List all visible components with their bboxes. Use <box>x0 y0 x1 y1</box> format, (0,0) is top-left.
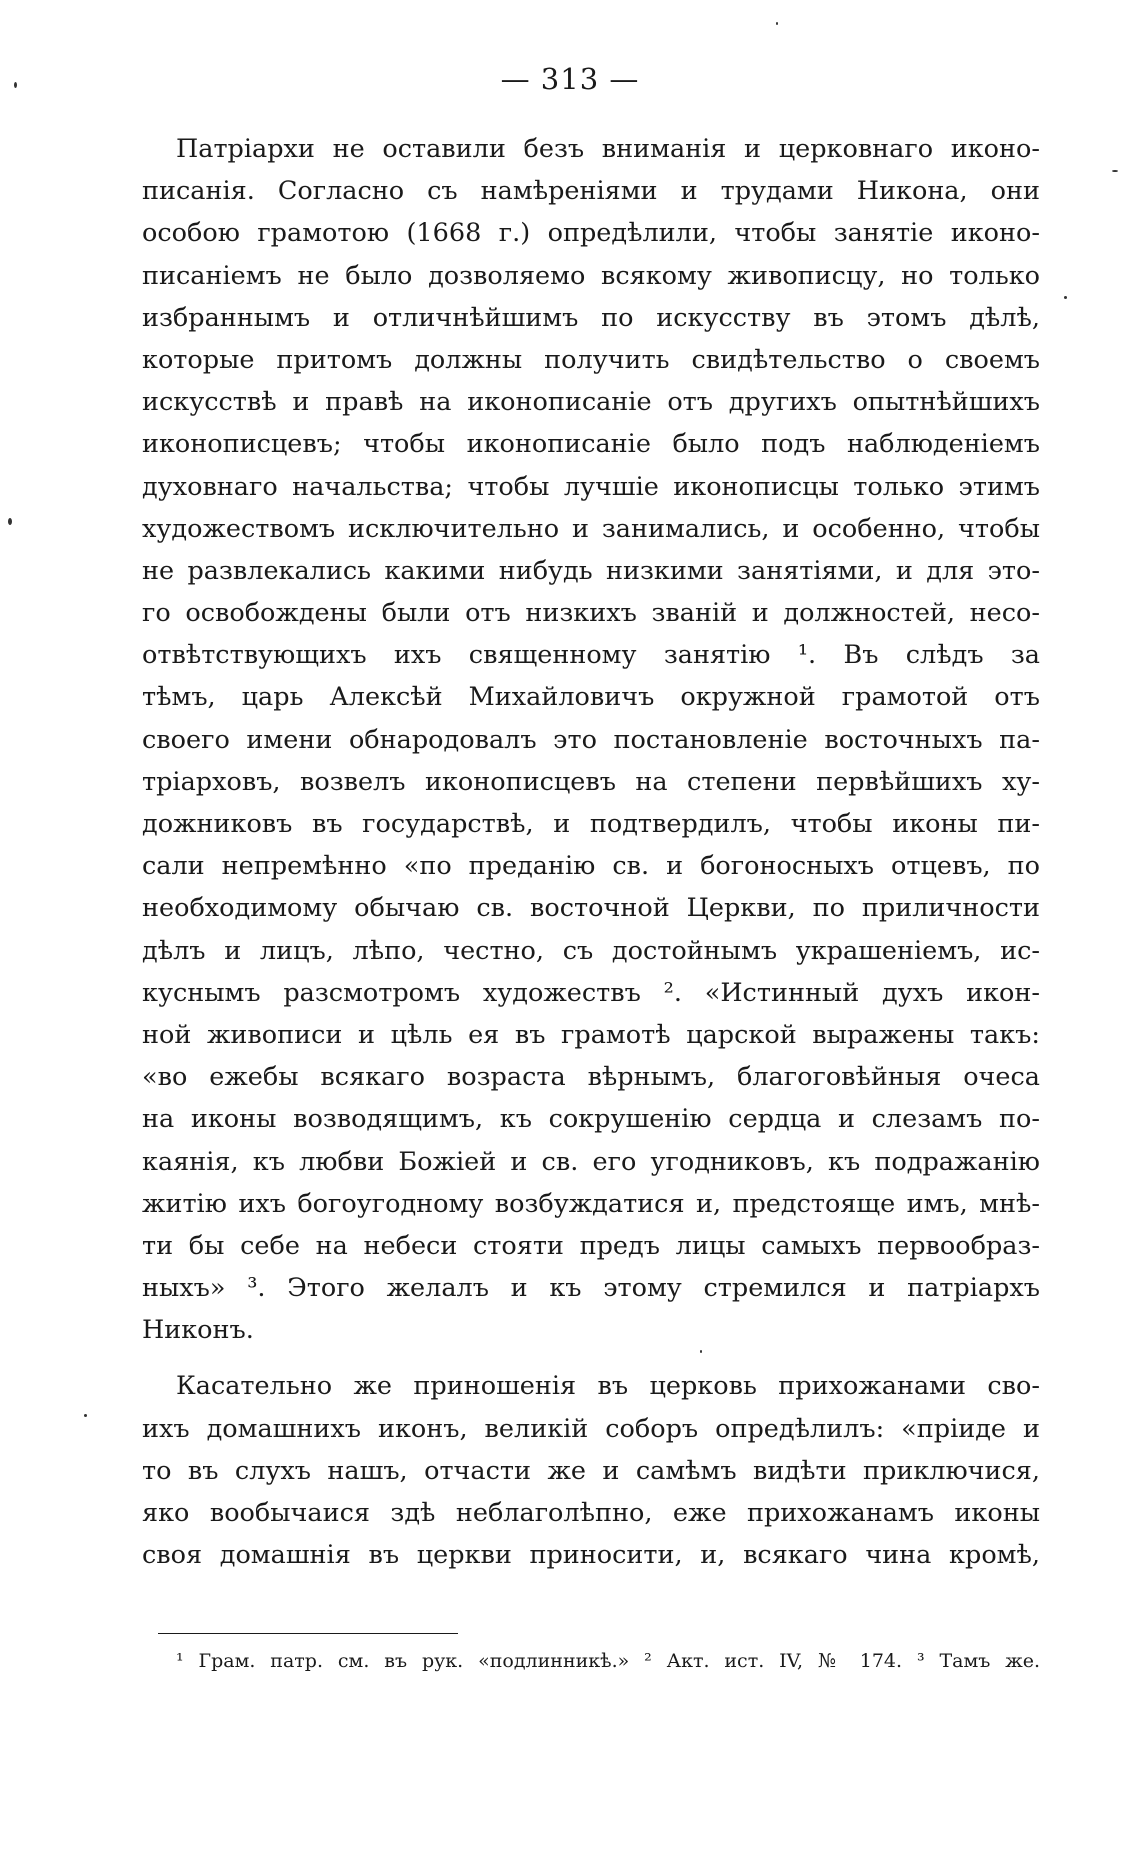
scan-speck <box>84 1414 87 1417</box>
text-line: иконописцевъ; чтобы иконописаніе было подъ наблюденіемъ <box>142 429 1040 460</box>
text-line: ной живописи и цѣль ея въ грамотѣ царской выражены такъ: <box>142 1019 1040 1050</box>
text-line: писанія. Согласно съ намѣреніями и трудами Никона, они <box>142 176 1040 207</box>
text-line: «во ежебы всякаго возраста вѣрнымъ, благоговѣйныя очеса <box>142 1062 1040 1093</box>
text-line: Патріархи не оставили безъ вниманія и церковнаго иконо- <box>176 134 1040 164</box>
text-line: го освобождены были отъ низкихъ званій и должностей, несо- <box>142 598 1040 629</box>
scan-speck <box>700 1350 702 1353</box>
paragraph-1 <box>142 128 1040 1351</box>
text-line: писаніемъ не было дозволяемо всякому живописцу, но только <box>142 260 1040 291</box>
body-text <box>142 128 1040 1576</box>
text-line: яко вообычаися здѣ неблаголѣпно, еже прихожанамъ иконы <box>142 1498 1040 1528</box>
paragraph-2 <box>142 1365 1040 1576</box>
text-line: на иконы возводящимъ, къ сокрушенію сердца и слезамъ по- <box>142 1104 1040 1135</box>
text-line: тріарховъ, возвелъ иконописцевъ на степени первѣйшихъ ху- <box>142 766 1040 797</box>
page-number: — 313 — <box>500 62 640 96</box>
scan-speck <box>14 82 17 88</box>
text-line: художествомъ исключительно и занимались, и особенно, чтобы <box>142 513 1040 544</box>
text-line: своего имени обнародовалъ это постановленіе восточныхъ па- <box>142 724 1040 755</box>
text-line: дѣлъ и лицъ, лѣпо, честно, съ достойнымъ украшеніемъ, ис- <box>142 935 1040 966</box>
text-line: сали непремѣнно «по преданію св. и богоносныхъ отцевъ, по <box>142 851 1040 882</box>
text-line: не развлекались какими нибудь низкими занятіями, и для это- <box>142 555 1040 586</box>
text-line: то въ слухъ нашъ, отчасти же и самѣмъ видѣти приключися, <box>142 1455 1040 1486</box>
text-line: особою грамотою (1668 г.) опредѣлили, чтобы занятіе иконо- <box>142 218 1040 249</box>
text-line: дожниковъ въ государствѣ, и подтвердилъ, чтобы иконы пи- <box>142 809 1040 839</box>
text-line: Никонъ. <box>142 1315 254 1346</box>
text-line: Касательно же приношенія въ церковь прихожанами сво- <box>176 1371 1040 1402</box>
footnotes: ¹ Грам. патр. см. въ рук. «подлинникѣ.» ² Акт. ист. IV, № 174. ³ Тамъ же. <box>176 1650 1040 1672</box>
text-line: духовнаго начальства; чтобы лучшіе иконописцы только этимъ <box>142 471 1040 502</box>
text-line: ти бы себе на небеси стояти предъ лицы самыхъ первообраз- <box>142 1230 1040 1261</box>
text-line: каянія, къ любви Божіей и св. его угодниковъ, къ подражанію <box>142 1146 1040 1177</box>
scan-speck <box>1064 296 1067 299</box>
scan-speck <box>8 518 12 525</box>
text-line: тѣмъ, царь Алексѣй Михайловичъ окружной грамотой отъ <box>142 682 1040 713</box>
scan-speck <box>776 22 778 25</box>
text-line: которые притомъ должны получить свидѣтельство о своемъ <box>142 344 1040 375</box>
text-line: ныхъ» ³. Этого желалъ и къ этому стремился и патріархъ <box>142 1273 1040 1304</box>
text-line: необходимому обычаю св. восточной Церкви, по приличности <box>142 893 1040 924</box>
text-line: отвѣтствующихъ ихъ священному занятію ¹. Въ слѣдъ за <box>142 640 1040 671</box>
text-line: своя домашнія въ церкви приносити, и, всякаго чина кромѣ, <box>142 1540 1040 1571</box>
text-line: искусствѣ и правѣ на иконописаніе отъ другихъ опытнѣйшихъ <box>142 387 1040 418</box>
footnote-rule <box>158 1633 458 1634</box>
text-line: житію ихъ богоугодному возбуждатися и, предстояще имъ, мнѣ- <box>142 1188 1040 1219</box>
text-line: избраннымъ и отличнѣйшимъ по искусству въ этомъ дѣлѣ, <box>142 302 1040 333</box>
text-line: куснымъ разсмотромъ художествъ ². «Истинный духъ икон- <box>142 977 1040 1008</box>
scan-speck <box>1112 170 1118 172</box>
text-line: ихъ домашнихъ иконъ, великій соборъ опредѣлилъ: «пріиде и <box>142 1413 1040 1444</box>
